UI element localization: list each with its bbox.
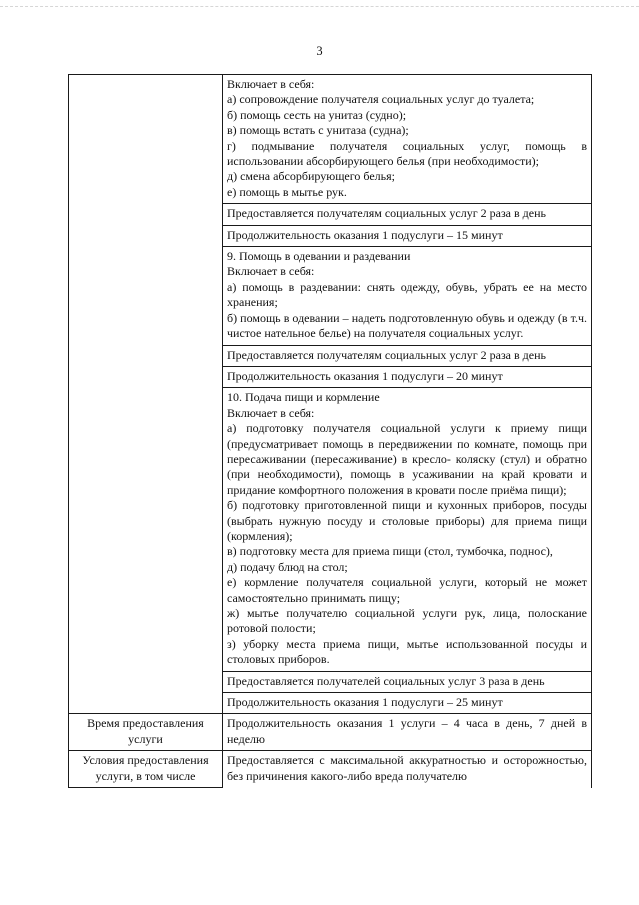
- text-line: ж) мытье получателю социальной услуги рук, лица, полоскание ротовой полости;: [227, 606, 587, 636]
- text-line: Продолжительность оказания 1 услуги – 4 часа в день, 7 дней в неделю: [227, 716, 587, 746]
- text-line: д) подачу блюд на стол;: [227, 559, 348, 574]
- description-cell: [223, 714, 592, 751]
- text-line: Предоставляется получателям социальных услуг 2 раза в день: [227, 347, 547, 362]
- table-body: [69, 75, 592, 788]
- text-line: г) подмывание получателя социальных услуг, помощь в использовании абсорбирующего белья (при необходимости);: [227, 138, 587, 169]
- text-line: е) кормление получателя социальной услуги, который не может самостоятельно принимать пищу;: [227, 575, 587, 605]
- text-line: Предоставляется получателей социальных услуг 3 раза в день: [227, 673, 545, 688]
- description-cell: [223, 388, 592, 671]
- description-cell: [223, 693, 592, 714]
- text-line: в) помощь встать с унитаза (судна);: [227, 123, 409, 138]
- text-line: 10. Подача пищи и кормление: [227, 390, 380, 405]
- text-line: а) сопровождение получателя социальных услуг до туалета;: [227, 92, 535, 107]
- description-cell: [223, 345, 592, 366]
- table-row: [69, 75, 592, 204]
- description-cell: [223, 751, 592, 788]
- text-line: а) подготовку получателя социальной услуги к приему пищи (предусматривает помощь в передвижении по комнате, помощь при пересаживании (пересаживание) в кресло- коляску (стул) и обратно (при необходимости), помощь в усаживании на край кровати и придание комфортного положения в кровати после приёма пищи);: [227, 421, 587, 497]
- text-line: Продолжительность оказания 1 подуслуги – 25 минут: [227, 695, 503, 710]
- description-cell: [223, 247, 592, 345]
- text-line: Включает в себя:: [227, 264, 315, 279]
- text-line: Продолжительность оказания 1 подуслуги – 15 минут: [227, 227, 503, 242]
- text-line: з) уборку места приема пищи, мытье использованной посуды и столовых приборов.: [227, 636, 587, 667]
- text-line: д) смена абсорбирующего белья;: [227, 169, 395, 184]
- text-line: Включает в себя:: [227, 405, 315, 420]
- text-line: Предоставляется с максимальной аккуратностью и осторожностью, без причинения какого-либо вреда получателю: [227, 753, 587, 783]
- text-line: б) помощь в одевании – надеть подготовленную обувь и одежду (в т.ч. чистое нательное белье) на получателя социальных услуг.: [227, 310, 587, 341]
- text-line: в) подготовку места для приема пищи (стол, тумбочка, поднос),: [227, 544, 553, 559]
- row-header-cell: Условия предоставления услуги, в том числе: [69, 751, 223, 788]
- page-number: 3: [316, 44, 323, 58]
- description-cell: [223, 366, 592, 387]
- description-cell: [223, 75, 592, 204]
- table-row: [69, 714, 592, 751]
- description-cell: [223, 671, 592, 692]
- description-cell: [223, 225, 592, 246]
- service-description-table: [68, 74, 592, 788]
- text-line: б) помощь сесть на унитаз (судно);: [227, 107, 407, 122]
- text-line: Продолжительность оказания 1 подуслуги – 20 минут: [227, 368, 503, 383]
- scan-edge-line: [0, 6, 639, 7]
- merged-left-cell: [69, 75, 223, 714]
- description-cell: [223, 204, 592, 225]
- text-line: б) подготовку приготовленной пищи и кухонных приборов, посуды (выбрать нужную посуду и столовые приборы) для приема пищи (кормления);: [227, 498, 587, 543]
- table-row: [69, 751, 592, 788]
- row-header-cell: Время предоставления услуги: [69, 714, 223, 751]
- text-line: е) помощь в мытье рук.: [227, 184, 347, 199]
- text-line: а) помощь в раздевании: снять одежду, обувь, убрать ее на место хранения;: [227, 279, 587, 310]
- text-line: Предоставляется получателям социальных услуг 2 раза в день: [227, 206, 547, 221]
- text-line: Включает в себя:: [227, 77, 315, 91]
- text-line: 9. Помощь в одевании и раздевании: [227, 249, 411, 264]
